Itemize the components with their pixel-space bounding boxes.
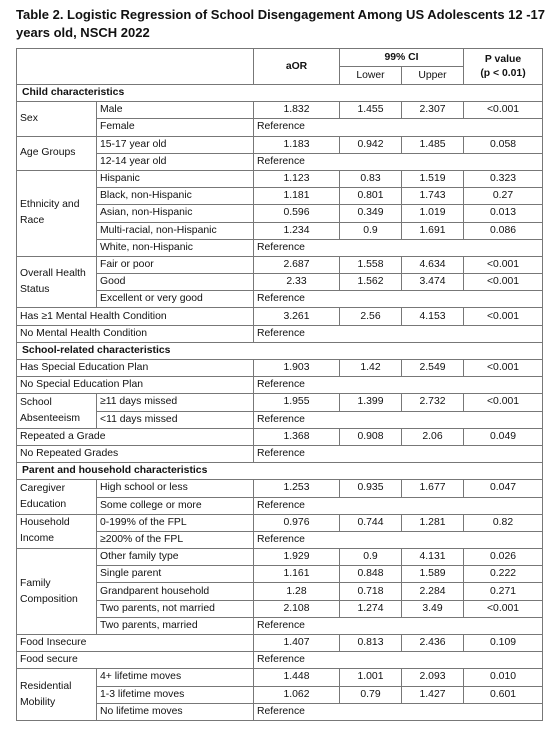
row-label: Female xyxy=(97,119,254,136)
row-label: ≥200% of the FPL xyxy=(97,531,254,548)
header-ci: 99% CI xyxy=(340,49,464,67)
group-age: Age Groups xyxy=(17,136,97,170)
cell-upper: 2.307 xyxy=(402,102,464,119)
cell-p: 0.82 xyxy=(464,514,543,531)
cell-reference: Reference xyxy=(254,239,543,256)
cell-reference: Reference xyxy=(254,119,543,136)
cell-lower: 0.801 xyxy=(340,188,402,205)
cell-aor: 1.448 xyxy=(254,669,340,686)
row-label: ≥11 days missed xyxy=(97,394,254,411)
cell-p: <0.001 xyxy=(464,274,543,291)
cell-upper: 4.634 xyxy=(402,256,464,273)
group-income: Household Income xyxy=(17,514,97,548)
group-health: Overall Health Status xyxy=(17,256,97,308)
cell-lower: 1.42 xyxy=(340,360,402,377)
section-parent: Parent and household characteristics xyxy=(17,463,543,480)
table-row xyxy=(17,652,543,669)
cell-aor: 1.832 xyxy=(254,102,340,119)
header-pvalue-sub: (p < 0.01) xyxy=(480,67,526,79)
cell-lower: 0.718 xyxy=(340,583,402,600)
cell-lower: 1.455 xyxy=(340,102,402,119)
table-row xyxy=(17,102,543,119)
row-label: 12-14 year old xyxy=(97,153,254,170)
cell-lower: 1.001 xyxy=(340,669,402,686)
cell-lower: 1.399 xyxy=(340,394,402,411)
cell-upper: 3.49 xyxy=(402,600,464,617)
cell-reference: Reference xyxy=(254,531,543,548)
cell-upper: 4.153 xyxy=(402,308,464,325)
header-row xyxy=(17,49,543,67)
row-label: Fair or poor xyxy=(97,256,254,273)
cell-aor: 1.062 xyxy=(254,686,340,703)
cell-upper: 2.093 xyxy=(402,669,464,686)
group-ethnicity: Ethnicity and Race xyxy=(17,170,97,256)
table-row xyxy=(17,669,543,686)
cell-lower: 0.813 xyxy=(340,635,402,652)
group-sex: Sex xyxy=(17,102,97,136)
cell-aor: 1.929 xyxy=(254,549,340,566)
row-label: 15-17 year old xyxy=(97,136,254,153)
row-label: <11 days missed xyxy=(97,411,254,428)
table-row xyxy=(17,325,543,342)
cell-upper: 1.677 xyxy=(402,480,464,497)
cell-lower: 1.562 xyxy=(340,274,402,291)
cell-lower: 0.83 xyxy=(340,170,402,187)
row-label: 1-3 lifetime moves xyxy=(97,686,254,703)
cell-aor: 1.183 xyxy=(254,136,340,153)
cell-p: 0.047 xyxy=(464,480,543,497)
row-label: No Mental Health Condition xyxy=(17,325,254,342)
section-row xyxy=(17,85,543,102)
row-label: Other family type xyxy=(97,549,254,566)
cell-upper: 1.743 xyxy=(402,188,464,205)
cell-upper: 3.474 xyxy=(402,274,464,291)
cell-aor: 2.687 xyxy=(254,256,340,273)
row-label: 4+ lifetime moves xyxy=(97,669,254,686)
cell-p: 0.013 xyxy=(464,205,543,222)
row-label: Multi-racial, non-Hispanic xyxy=(97,222,254,239)
cell-reference: Reference xyxy=(254,617,543,634)
cell-upper: 1.485 xyxy=(402,136,464,153)
table-row xyxy=(17,136,543,153)
row-label: Male xyxy=(97,102,254,119)
cell-lower: 0.935 xyxy=(340,480,402,497)
section-row xyxy=(17,342,543,359)
row-label: Excellent or very good xyxy=(97,291,254,308)
cell-aor: 2.108 xyxy=(254,600,340,617)
row-label: High school or less xyxy=(97,480,254,497)
cell-upper: 1.691 xyxy=(402,222,464,239)
cell-reference: Reference xyxy=(254,652,543,669)
table-row xyxy=(17,514,543,531)
table-row xyxy=(17,445,543,462)
header-upper: Upper xyxy=(402,67,464,85)
table-row xyxy=(17,308,543,325)
table-row xyxy=(17,549,543,566)
group-mobility: Residential Mobility xyxy=(17,669,97,721)
cell-p: <0.001 xyxy=(464,102,543,119)
row-label: Black, non-Hispanic xyxy=(97,188,254,205)
cell-upper: 1.519 xyxy=(402,170,464,187)
cell-upper: 1.281 xyxy=(402,514,464,531)
cell-p: 0.601 xyxy=(464,686,543,703)
cell-reference: Reference xyxy=(254,411,543,428)
cell-p: 0.271 xyxy=(464,583,543,600)
table-row xyxy=(17,394,543,411)
row-label: No lifetime moves xyxy=(97,703,254,720)
table-row xyxy=(17,480,543,497)
cell-aor: 1.903 xyxy=(254,360,340,377)
cell-p: <0.001 xyxy=(464,394,543,411)
section-child: Child characteristics xyxy=(17,85,543,102)
cell-aor: 1.368 xyxy=(254,428,340,445)
table-title: Table 2. Logistic Regression of School Disengagement Among US Adolescents 12 -17 years old, NSCH 2022 xyxy=(16,7,546,40)
row-label: Grandparent household xyxy=(97,583,254,600)
cell-upper: 2.06 xyxy=(402,428,464,445)
cell-p: <0.001 xyxy=(464,308,543,325)
row-label: Some college or more xyxy=(97,497,254,514)
header-lower: Lower xyxy=(340,67,402,85)
cell-aor: 1.234 xyxy=(254,222,340,239)
header-aor: aOR xyxy=(254,49,340,85)
cell-lower: 0.942 xyxy=(340,136,402,153)
row-label: No Special Education Plan xyxy=(17,377,254,394)
table-row xyxy=(17,635,543,652)
table-row xyxy=(17,428,543,445)
cell-upper: 1.589 xyxy=(402,566,464,583)
cell-upper: 1.427 xyxy=(402,686,464,703)
group-caregiver: Caregiver Education xyxy=(17,480,97,514)
table-row xyxy=(17,377,543,394)
cell-p: 0.058 xyxy=(464,136,543,153)
cell-reference: Reference xyxy=(254,291,543,308)
cell-lower: 0.79 xyxy=(340,686,402,703)
row-label: Asian, non-Hispanic xyxy=(97,205,254,222)
cell-aor: 1.28 xyxy=(254,583,340,600)
cell-aor: 0.596 xyxy=(254,205,340,222)
row-label: Two parents, married xyxy=(97,617,254,634)
row-label: Single parent xyxy=(97,566,254,583)
row-label: 0-199% of the FPL xyxy=(97,514,254,531)
cell-p: 0.086 xyxy=(464,222,543,239)
group-absenteeism: School Absenteeism xyxy=(17,394,97,428)
cell-reference: Reference xyxy=(254,703,543,720)
cell-aor: 3.261 xyxy=(254,308,340,325)
cell-lower: 0.848 xyxy=(340,566,402,583)
row-label: Two parents, not married xyxy=(97,600,254,617)
row-label: Food secure xyxy=(17,652,254,669)
cell-p: <0.001 xyxy=(464,256,543,273)
cell-aor: 2.33 xyxy=(254,274,340,291)
cell-reference: Reference xyxy=(254,445,543,462)
cell-upper: 2.284 xyxy=(402,583,464,600)
cell-reference: Reference xyxy=(254,153,543,170)
section-school: School-related characteristics xyxy=(17,342,543,359)
cell-p: <0.001 xyxy=(464,600,543,617)
cell-p: 0.27 xyxy=(464,188,543,205)
cell-aor: 1.161 xyxy=(254,566,340,583)
cell-lower: 0.744 xyxy=(340,514,402,531)
row-label: White, non-Hispanic xyxy=(97,239,254,256)
cell-aor: 1.407 xyxy=(254,635,340,652)
row-label: Has ≥1 Mental Health Condition xyxy=(17,308,254,325)
cell-reference: Reference xyxy=(254,497,543,514)
row-label: Food Insecure xyxy=(17,635,254,652)
cell-lower: 0.9 xyxy=(340,222,402,239)
row-label: Hispanic xyxy=(97,170,254,187)
cell-lower: 0.349 xyxy=(340,205,402,222)
cell-aor: 1.181 xyxy=(254,188,340,205)
cell-reference: Reference xyxy=(254,325,543,342)
cell-aor: 1.253 xyxy=(254,480,340,497)
cell-p: 0.010 xyxy=(464,669,543,686)
table-row xyxy=(17,170,543,187)
cell-lower: 1.274 xyxy=(340,600,402,617)
cell-p: 0.222 xyxy=(464,566,543,583)
cell-lower: 1.558 xyxy=(340,256,402,273)
cell-aor: 1.123 xyxy=(254,170,340,187)
cell-upper: 2.732 xyxy=(402,394,464,411)
cell-p: 0.323 xyxy=(464,170,543,187)
group-family: Family Composition xyxy=(17,549,97,635)
row-label: No Repeated Grades xyxy=(17,445,254,462)
cell-upper: 2.549 xyxy=(402,360,464,377)
section-row xyxy=(17,463,543,480)
cell-lower: 0.908 xyxy=(340,428,402,445)
cell-aor: 0.976 xyxy=(254,514,340,531)
header-pvalue-label: P value xyxy=(484,53,522,65)
row-label: Good xyxy=(97,274,254,291)
row-label: Has Special Education Plan xyxy=(17,360,254,377)
cell-aor: 1.955 xyxy=(254,394,340,411)
header-pvalue xyxy=(464,49,543,85)
regression-table xyxy=(16,48,543,721)
cell-upper: 1.019 xyxy=(402,205,464,222)
cell-reference: Reference xyxy=(254,377,543,394)
cell-p: <0.001 xyxy=(464,360,543,377)
cell-p: 0.049 xyxy=(464,428,543,445)
table-row xyxy=(17,256,543,273)
cell-lower: 0.9 xyxy=(340,549,402,566)
header-blank xyxy=(17,49,254,85)
cell-upper: 4.131 xyxy=(402,549,464,566)
cell-p: 0.109 xyxy=(464,635,543,652)
cell-upper: 2.436 xyxy=(402,635,464,652)
cell-lower: 2.56 xyxy=(340,308,402,325)
cell-p: 0.026 xyxy=(464,549,543,566)
row-label: Repeated a Grade xyxy=(17,428,254,445)
table-row xyxy=(17,360,543,377)
